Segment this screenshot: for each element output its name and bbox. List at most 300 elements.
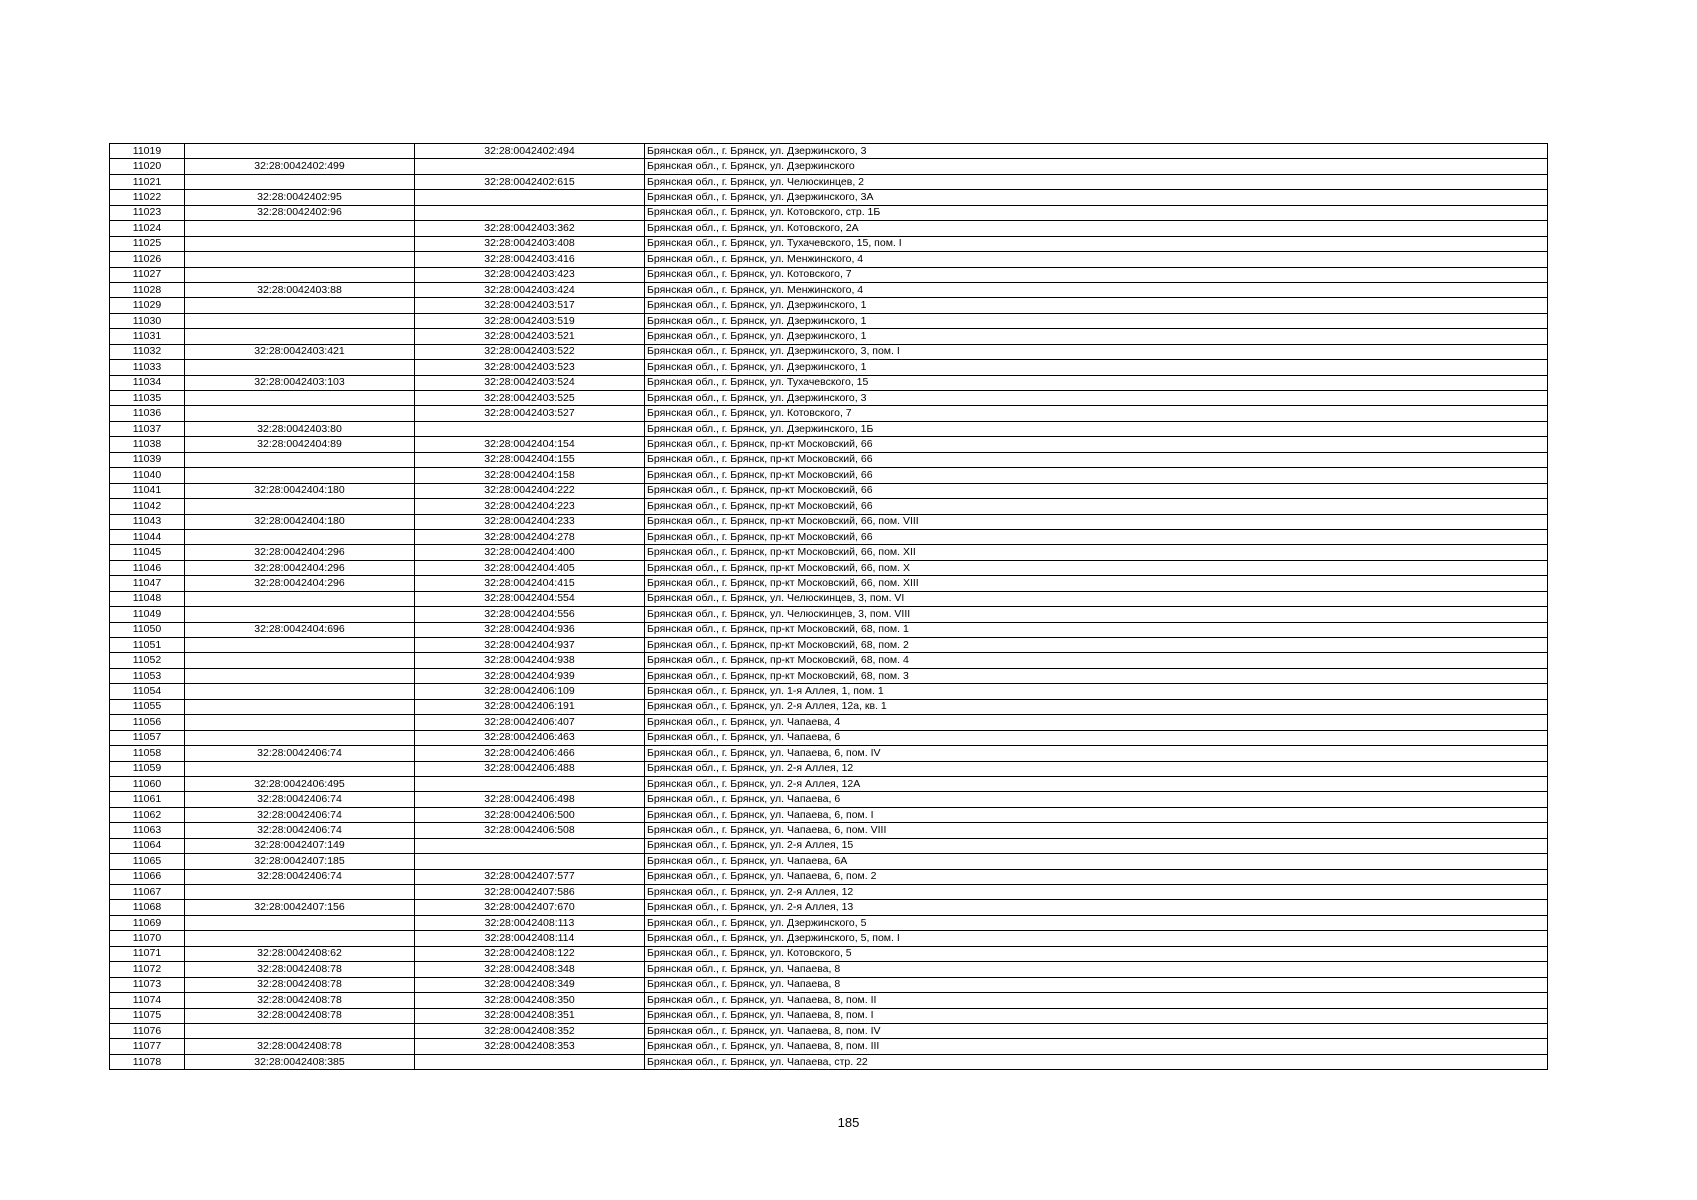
table-row — [110, 946, 1548, 961]
parcel-number-cell: 32:28:0042408:78 — [185, 977, 415, 992]
table-row — [110, 792, 1548, 807]
row-number-cell: 11047 — [110, 576, 185, 591]
parcel-number-cell — [185, 391, 415, 406]
address-cell: Брянская обл., г. Брянск, ул. Дзержинского, 3А — [645, 190, 1548, 205]
table-row — [110, 329, 1548, 344]
row-number-cell: 11070 — [110, 931, 185, 946]
row-number-cell: 11060 — [110, 776, 185, 791]
row-number-cell: 11040 — [110, 468, 185, 483]
object-number-cell: 32:28:0042403:408 — [415, 236, 645, 251]
parcel-number-cell — [185, 267, 415, 282]
table-row — [110, 421, 1548, 436]
parcel-number-cell: 32:28:0042403:80 — [185, 421, 415, 436]
row-number-cell: 11035 — [110, 391, 185, 406]
object-number-cell: 32:28:0042408:122 — [415, 946, 645, 961]
table-row — [110, 838, 1548, 853]
address-cell: Брянская обл., г. Брянск, ул. Челюскинцев, 3, пом. VI — [645, 591, 1548, 606]
object-number-cell: 32:28:0042407:577 — [415, 869, 645, 884]
parcel-number-cell — [185, 885, 415, 900]
parcel-number-cell: 32:28:0042403:88 — [185, 282, 415, 297]
parcel-number-cell — [185, 468, 415, 483]
row-number-cell: 11037 — [110, 421, 185, 436]
parcel-number-cell — [185, 221, 415, 236]
row-number-cell: 11041 — [110, 483, 185, 498]
address-cell: Брянская обл., г. Брянск, ул. Чапаева, 6 — [645, 792, 1548, 807]
object-number-cell — [415, 190, 645, 205]
object-number-cell: 32:28:0042404:405 — [415, 560, 645, 575]
parcel-number-cell — [185, 499, 415, 514]
table-row — [110, 1023, 1548, 1038]
table-row — [110, 1054, 1548, 1069]
row-number-cell: 11029 — [110, 298, 185, 313]
address-cell: Брянская обл., г. Брянск, ул. Чапаева, стр. 22 — [645, 1054, 1548, 1069]
parcel-number-cell: 32:28:0042403:103 — [185, 375, 415, 390]
address-cell: Брянская обл., г. Брянск, пр-кт Московский, 68, пом. 4 — [645, 653, 1548, 668]
row-number-cell: 11065 — [110, 854, 185, 869]
address-cell: Брянская обл., г. Брянск, ул. Дзержинского, 3 — [645, 391, 1548, 406]
address-cell: Брянская обл., г. Брянск, ул. 2-я Аллея, 12а, кв. 1 — [645, 699, 1548, 714]
table-row — [110, 962, 1548, 977]
table-row — [110, 452, 1548, 467]
table-row — [110, 437, 1548, 452]
row-number-cell: 11057 — [110, 730, 185, 745]
address-cell: Брянская обл., г. Брянск, пр-кт Московский, 66 — [645, 529, 1548, 544]
object-number-cell: 32:28:0042406:463 — [415, 730, 645, 745]
object-number-cell: 32:28:0042404:554 — [415, 591, 645, 606]
table-row — [110, 823, 1548, 838]
parcel-number-cell — [185, 730, 415, 745]
registry-table — [109, 143, 1548, 1070]
address-cell: Брянская обл., г. Брянск, ул. Дзержинского, 5, пом. I — [645, 931, 1548, 946]
table-row — [110, 298, 1548, 313]
table-row — [110, 900, 1548, 915]
parcel-number-cell: 32:28:0042407:149 — [185, 838, 415, 853]
object-number-cell — [415, 838, 645, 853]
address-cell: Брянская обл., г. Брянск, ул. Чапаева, 8, пом. IV — [645, 1023, 1548, 1038]
parcel-number-cell — [185, 638, 415, 653]
object-number-cell: 32:28:0042404:222 — [415, 483, 645, 498]
table-row — [110, 560, 1548, 575]
parcel-number-cell — [185, 313, 415, 328]
table-row — [110, 144, 1548, 159]
parcel-number-cell — [185, 715, 415, 730]
row-number-cell: 11067 — [110, 885, 185, 900]
row-number-cell: 11075 — [110, 1008, 185, 1023]
table-row — [110, 282, 1548, 297]
table-row — [110, 591, 1548, 606]
parcel-number-cell: 32:28:0042408:62 — [185, 946, 415, 961]
object-number-cell: 32:28:0042408:350 — [415, 993, 645, 1008]
object-number-cell: 32:28:0042404:155 — [415, 452, 645, 467]
parcel-number-cell: 32:28:0042406:74 — [185, 823, 415, 838]
object-number-cell: 32:28:0042408:113 — [415, 915, 645, 930]
row-number-cell: 11027 — [110, 267, 185, 282]
object-number-cell: 32:28:0042408:114 — [415, 931, 645, 946]
address-cell: Брянская обл., г. Брянск, пр-кт Московский, 66, пом. XII — [645, 545, 1548, 560]
row-number-cell: 11069 — [110, 915, 185, 930]
address-cell: Брянская обл., г. Брянск, пр-кт Московский, 66, пом. VIII — [645, 514, 1548, 529]
object-number-cell: 32:28:0042403:527 — [415, 406, 645, 421]
table-row — [110, 931, 1548, 946]
table-row — [110, 499, 1548, 514]
address-cell: Брянская обл., г. Брянск, ул. Менжинского, 4 — [645, 282, 1548, 297]
table-row — [110, 915, 1548, 930]
address-cell: Брянская обл., г. Брянск, ул. Дзержинского, 3, пом. I — [645, 344, 1548, 359]
table-row — [110, 529, 1548, 544]
parcel-number-cell: 32:28:0042407:156 — [185, 900, 415, 915]
row-number-cell: 11044 — [110, 529, 185, 544]
row-number-cell: 11019 — [110, 144, 185, 159]
address-cell: Брянская обл., г. Брянск, ул. 2-я Аллея, 13 — [645, 900, 1548, 915]
table-row — [110, 699, 1548, 714]
row-number-cell: 11021 — [110, 174, 185, 189]
parcel-number-cell — [185, 236, 415, 251]
parcel-number-cell — [185, 653, 415, 668]
row-number-cell: 11039 — [110, 452, 185, 467]
row-number-cell: 11036 — [110, 406, 185, 421]
table-row — [110, 236, 1548, 251]
object-number-cell: 32:28:0042404:158 — [415, 468, 645, 483]
object-number-cell: 32:28:0042403:416 — [415, 252, 645, 267]
table-row — [110, 854, 1548, 869]
object-number-cell: 32:28:0042407:586 — [415, 885, 645, 900]
row-number-cell: 11043 — [110, 514, 185, 529]
table-row — [110, 715, 1548, 730]
object-number-cell: 32:28:0042403:519 — [415, 313, 645, 328]
parcel-number-cell: 32:28:0042404:696 — [185, 622, 415, 637]
object-number-cell: 32:28:0042406:466 — [415, 746, 645, 761]
address-cell: Брянская обл., г. Брянск, ул. 1-я Аллея, 1, пом. 1 — [645, 684, 1548, 699]
object-number-cell: 32:28:0042408:348 — [415, 962, 645, 977]
object-number-cell: 32:28:0042403:521 — [415, 329, 645, 344]
parcel-number-cell: 32:28:0042406:74 — [185, 807, 415, 822]
table-row — [110, 344, 1548, 359]
parcel-number-cell — [185, 406, 415, 421]
object-number-cell: 32:28:0042403:424 — [415, 282, 645, 297]
table-row — [110, 483, 1548, 498]
row-number-cell: 11046 — [110, 560, 185, 575]
object-number-cell: 32:28:0042406:407 — [415, 715, 645, 730]
table-row — [110, 1008, 1548, 1023]
address-cell: Брянская обл., г. Брянск, ул. Чапаева, 4 — [645, 715, 1548, 730]
table-row — [110, 1039, 1548, 1054]
address-cell: Брянская обл., г. Брянск, ул. Дзержинского, 1 — [645, 329, 1548, 344]
address-cell: Брянская обл., г. Брянск, пр-кт Московский, 66 — [645, 452, 1548, 467]
parcel-number-cell: 32:28:0042406:74 — [185, 746, 415, 761]
address-cell: Брянская обл., г. Брянск, ул. 2-я Аллея, 12 — [645, 761, 1548, 776]
address-cell: Брянская обл., г. Брянск, ул. Котовского, 7 — [645, 267, 1548, 282]
address-cell: Брянская обл., г. Брянск, ул. Дзержинского, 1 — [645, 313, 1548, 328]
parcel-number-cell — [185, 174, 415, 189]
address-cell: Брянская обл., г. Брянск, ул. 2-я Аллея, 12 — [645, 885, 1548, 900]
address-cell: Брянская обл., г. Брянск, ул. Челюскинцев, 2 — [645, 174, 1548, 189]
table-row — [110, 977, 1548, 992]
row-number-cell: 11068 — [110, 900, 185, 915]
table-row — [110, 468, 1548, 483]
address-cell: Брянская обл., г. Брянск, пр-кт Московский, 66 — [645, 499, 1548, 514]
parcel-number-cell — [185, 298, 415, 313]
parcel-number-cell: 32:28:0042402:96 — [185, 205, 415, 220]
address-cell: Брянская обл., г. Брянск, ул. Тухачевского, 15 — [645, 375, 1548, 390]
address-cell: Брянская обл., г. Брянск, ул. Котовского, 5 — [645, 946, 1548, 961]
row-number-cell: 11071 — [110, 946, 185, 961]
object-number-cell: 32:28:0042404:223 — [415, 499, 645, 514]
table-row — [110, 668, 1548, 683]
table-row — [110, 190, 1548, 205]
parcel-number-cell — [185, 1023, 415, 1038]
object-number-cell: 32:28:0042406:488 — [415, 761, 645, 776]
table-row — [110, 267, 1548, 282]
object-number-cell: 32:28:0042404:937 — [415, 638, 645, 653]
row-number-cell: 11032 — [110, 344, 185, 359]
address-cell: Брянская обл., г. Брянск, ул. 2-я Аллея, 12А — [645, 776, 1548, 791]
parcel-number-cell — [185, 329, 415, 344]
address-cell: Брянская обл., г. Брянск, пр-кт Московский, 66 — [645, 468, 1548, 483]
row-number-cell: 11066 — [110, 869, 185, 884]
parcel-number-cell: 32:28:0042407:185 — [185, 854, 415, 869]
address-cell: Брянская обл., г. Брянск, ул. Чапаева, 8, пом. I — [645, 1008, 1548, 1023]
address-cell: Брянская обл., г. Брянск, ул. Чапаева, 6, пом. 2 — [645, 869, 1548, 884]
object-number-cell: 32:28:0042406:500 — [415, 807, 645, 822]
address-cell: Брянская обл., г. Брянск, ул. Чапаева, 8 — [645, 962, 1548, 977]
table-row — [110, 205, 1548, 220]
object-number-cell: 32:28:0042408:352 — [415, 1023, 645, 1038]
row-number-cell: 11053 — [110, 668, 185, 683]
address-cell: Брянская обл., г. Брянск, ул. Чапаева, 8 — [645, 977, 1548, 992]
address-cell: Брянская обл., г. Брянск, пр-кт Московский, 68, пом. 1 — [645, 622, 1548, 637]
address-cell: Брянская обл., г. Брянск, ул. Чапаева, 8, пом. III — [645, 1039, 1548, 1054]
parcel-number-cell: 32:28:0042404:296 — [185, 545, 415, 560]
registry-table-body — [110, 144, 1548, 1070]
table-row — [110, 313, 1548, 328]
row-number-cell: 11072 — [110, 962, 185, 977]
parcel-number-cell — [185, 607, 415, 622]
address-cell: Брянская обл., г. Брянск, ул. Чапаева, 6, пом. VIII — [645, 823, 1548, 838]
row-number-cell: 11026 — [110, 252, 185, 267]
object-number-cell: 32:28:0042403:524 — [415, 375, 645, 390]
object-number-cell: 32:28:0042406:109 — [415, 684, 645, 699]
parcel-number-cell: 32:28:0042408:78 — [185, 993, 415, 1008]
parcel-number-cell: 32:28:0042408:385 — [185, 1054, 415, 1069]
row-number-cell: 11073 — [110, 977, 185, 992]
row-number-cell: 11042 — [110, 499, 185, 514]
table-row — [110, 869, 1548, 884]
address-cell: Брянская обл., г. Брянск, ул. Дзержинского, 3 — [645, 144, 1548, 159]
table-row — [110, 761, 1548, 776]
object-number-cell: 32:28:0042404:939 — [415, 668, 645, 683]
parcel-number-cell: 32:28:0042404:296 — [185, 576, 415, 591]
table-row — [110, 576, 1548, 591]
parcel-number-cell — [185, 761, 415, 776]
address-cell: Брянская обл., г. Брянск, ул. Тухачевского, 15, пом. I — [645, 236, 1548, 251]
address-cell: Брянская обл., г. Брянск, ул. Чапаева, 6А — [645, 854, 1548, 869]
object-number-cell: 32:28:0042403:423 — [415, 267, 645, 282]
parcel-number-cell — [185, 668, 415, 683]
row-number-cell: 11074 — [110, 993, 185, 1008]
object-number-cell: 32:28:0042403:517 — [415, 298, 645, 313]
table-row — [110, 653, 1548, 668]
table-row — [110, 391, 1548, 406]
address-cell: Брянская обл., г. Брянск, пр-кт Московский, 66 — [645, 437, 1548, 452]
parcel-number-cell: 32:28:0042404:296 — [185, 560, 415, 575]
row-number-cell: 11024 — [110, 221, 185, 236]
parcel-number-cell: 32:28:0042408:78 — [185, 962, 415, 977]
row-number-cell: 11028 — [110, 282, 185, 297]
table-row — [110, 252, 1548, 267]
address-cell: Брянская обл., г. Брянск, ул. Чапаева, 6 — [645, 730, 1548, 745]
address-cell: Брянская обл., г. Брянск, пр-кт Московский, 66 — [645, 483, 1548, 498]
object-number-cell: 32:28:0042404:415 — [415, 576, 645, 591]
table-row — [110, 638, 1548, 653]
parcel-number-cell: 32:28:0042403:421 — [185, 344, 415, 359]
page-number: 185 — [837, 1115, 860, 1130]
address-cell: Брянская обл., г. Брянск, ул. Дзержинского, 1 — [645, 360, 1548, 375]
table-row — [110, 159, 1548, 174]
parcel-number-cell: 32:28:0042402:95 — [185, 190, 415, 205]
row-number-cell: 11058 — [110, 746, 185, 761]
parcel-number-cell: 32:28:0042406:74 — [185, 792, 415, 807]
address-cell: Брянская обл., г. Брянск, ул. Чапаева, 6, пом. I — [645, 807, 1548, 822]
object-number-cell: 32:28:0042407:670 — [415, 900, 645, 915]
address-cell: Брянская обл., г. Брянск, ул. Чапаева, 6, пом. IV — [645, 746, 1548, 761]
row-number-cell: 11055 — [110, 699, 185, 714]
address-cell: Брянская обл., г. Брянск, ул. Дзержинского, 1Б — [645, 421, 1548, 436]
address-cell: Брянская обл., г. Брянск, ул. Дзержинского, 5 — [645, 915, 1548, 930]
parcel-number-cell — [185, 452, 415, 467]
parcel-number-cell: 32:28:0042406:495 — [185, 776, 415, 791]
address-cell: Брянская обл., г. Брянск, ул. Менжинского, 4 — [645, 252, 1548, 267]
object-number-cell: 32:28:0042404:233 — [415, 514, 645, 529]
row-number-cell: 11022 — [110, 190, 185, 205]
table-row — [110, 607, 1548, 622]
table-row — [110, 375, 1548, 390]
object-number-cell: 32:28:0042403:362 — [415, 221, 645, 236]
row-number-cell: 11078 — [110, 1054, 185, 1069]
parcel-number-cell — [185, 529, 415, 544]
address-cell: Брянская обл., г. Брянск, ул. Чапаева, 8, пом. II — [645, 993, 1548, 1008]
parcel-number-cell — [185, 360, 415, 375]
parcel-number-cell: 32:28:0042402:499 — [185, 159, 415, 174]
parcel-number-cell: 32:28:0042406:74 — [185, 869, 415, 884]
object-number-cell: 32:28:0042408:349 — [415, 977, 645, 992]
row-number-cell: 11020 — [110, 159, 185, 174]
row-number-cell: 11076 — [110, 1023, 185, 1038]
parcel-number-cell — [185, 591, 415, 606]
parcel-number-cell — [185, 915, 415, 930]
row-number-cell: 11063 — [110, 823, 185, 838]
address-cell: Брянская обл., г. Брянск, пр-кт Московский, 68, пом. 2 — [645, 638, 1548, 653]
table-row — [110, 885, 1548, 900]
address-cell: Брянская обл., г. Брянск, ул. Дзержинского — [645, 159, 1548, 174]
table-row — [110, 406, 1548, 421]
row-number-cell: 11056 — [110, 715, 185, 730]
table-row — [110, 993, 1548, 1008]
row-number-cell: 11038 — [110, 437, 185, 452]
object-number-cell — [415, 159, 645, 174]
object-number-cell: 32:28:0042406:191 — [415, 699, 645, 714]
parcel-number-cell: 32:28:0042404:180 — [185, 514, 415, 529]
object-number-cell: 32:28:0042404:936 — [415, 622, 645, 637]
row-number-cell: 11033 — [110, 360, 185, 375]
parcel-number-cell: 32:28:0042408:78 — [185, 1039, 415, 1054]
object-number-cell: 32:28:0042406:508 — [415, 823, 645, 838]
object-number-cell — [415, 205, 645, 220]
object-number-cell: 32:28:0042404:556 — [415, 607, 645, 622]
parcel-number-cell — [185, 699, 415, 714]
object-number-cell: 32:28:0042408:353 — [415, 1039, 645, 1054]
row-number-cell: 11049 — [110, 607, 185, 622]
table-row — [110, 514, 1548, 529]
address-cell: Брянская обл., г. Брянск, ул. Котовского, 7 — [645, 406, 1548, 421]
address-cell: Брянская обл., г. Брянск, ул. Котовского, 2А — [645, 221, 1548, 236]
row-number-cell: 11062 — [110, 807, 185, 822]
table-row — [110, 545, 1548, 560]
address-cell: Брянская обл., г. Брянск, пр-кт Московский, 66, пом. XIII — [645, 576, 1548, 591]
row-number-cell: 11034 — [110, 375, 185, 390]
parcel-number-cell: 32:28:0042404:89 — [185, 437, 415, 452]
row-number-cell: 11023 — [110, 205, 185, 220]
table-row — [110, 776, 1548, 791]
row-number-cell: 11050 — [110, 622, 185, 637]
parcel-number-cell: 32:28:0042404:180 — [185, 483, 415, 498]
object-number-cell — [415, 776, 645, 791]
table-row — [110, 807, 1548, 822]
address-cell: Брянская обл., г. Брянск, ул. Котовского, стр. 1Б — [645, 205, 1548, 220]
table-row — [110, 684, 1548, 699]
parcel-number-cell: 32:28:0042408:78 — [185, 1008, 415, 1023]
row-number-cell: 11064 — [110, 838, 185, 853]
row-number-cell: 11025 — [110, 236, 185, 251]
object-number-cell: 32:28:0042406:498 — [415, 792, 645, 807]
address-cell: Брянская обл., г. Брянск, ул. 2-я Аллея, 15 — [645, 838, 1548, 853]
object-number-cell: 32:28:0042408:351 — [415, 1008, 645, 1023]
row-number-cell: 11052 — [110, 653, 185, 668]
table-row — [110, 622, 1548, 637]
object-number-cell — [415, 421, 645, 436]
row-number-cell: 11061 — [110, 792, 185, 807]
parcel-number-cell — [185, 684, 415, 699]
table-row — [110, 174, 1548, 189]
row-number-cell: 11077 — [110, 1039, 185, 1054]
object-number-cell: 32:28:0042403:523 — [415, 360, 645, 375]
address-cell: Брянская обл., г. Брянск, ул. Дзержинского, 1 — [645, 298, 1548, 313]
object-number-cell: 32:28:0042402:494 — [415, 144, 645, 159]
object-number-cell: 32:28:0042403:522 — [415, 344, 645, 359]
row-number-cell: 11051 — [110, 638, 185, 653]
object-number-cell — [415, 1054, 645, 1069]
parcel-number-cell — [185, 252, 415, 267]
object-number-cell: 32:28:0042402:615 — [415, 174, 645, 189]
object-number-cell: 32:28:0042403:525 — [415, 391, 645, 406]
address-cell: Брянская обл., г. Брянск, пр-кт Московский, 68, пом. 3 — [645, 668, 1548, 683]
object-number-cell: 32:28:0042404:154 — [415, 437, 645, 452]
row-number-cell: 11054 — [110, 684, 185, 699]
row-number-cell: 11045 — [110, 545, 185, 560]
table-row — [110, 730, 1548, 745]
row-number-cell: 11031 — [110, 329, 185, 344]
table-row — [110, 360, 1548, 375]
row-number-cell: 11030 — [110, 313, 185, 328]
parcel-number-cell — [185, 144, 415, 159]
row-number-cell: 11048 — [110, 591, 185, 606]
object-number-cell: 32:28:0042404:400 — [415, 545, 645, 560]
parcel-number-cell — [185, 931, 415, 946]
table-row — [110, 221, 1548, 236]
address-cell: Брянская обл., г. Брянск, пр-кт Московский, 66, пом. X — [645, 560, 1548, 575]
object-number-cell: 32:28:0042404:278 — [415, 529, 645, 544]
address-cell: Брянская обл., г. Брянск, ул. Челюскинцев, 3, пом. VIII — [645, 607, 1548, 622]
row-number-cell: 11059 — [110, 761, 185, 776]
